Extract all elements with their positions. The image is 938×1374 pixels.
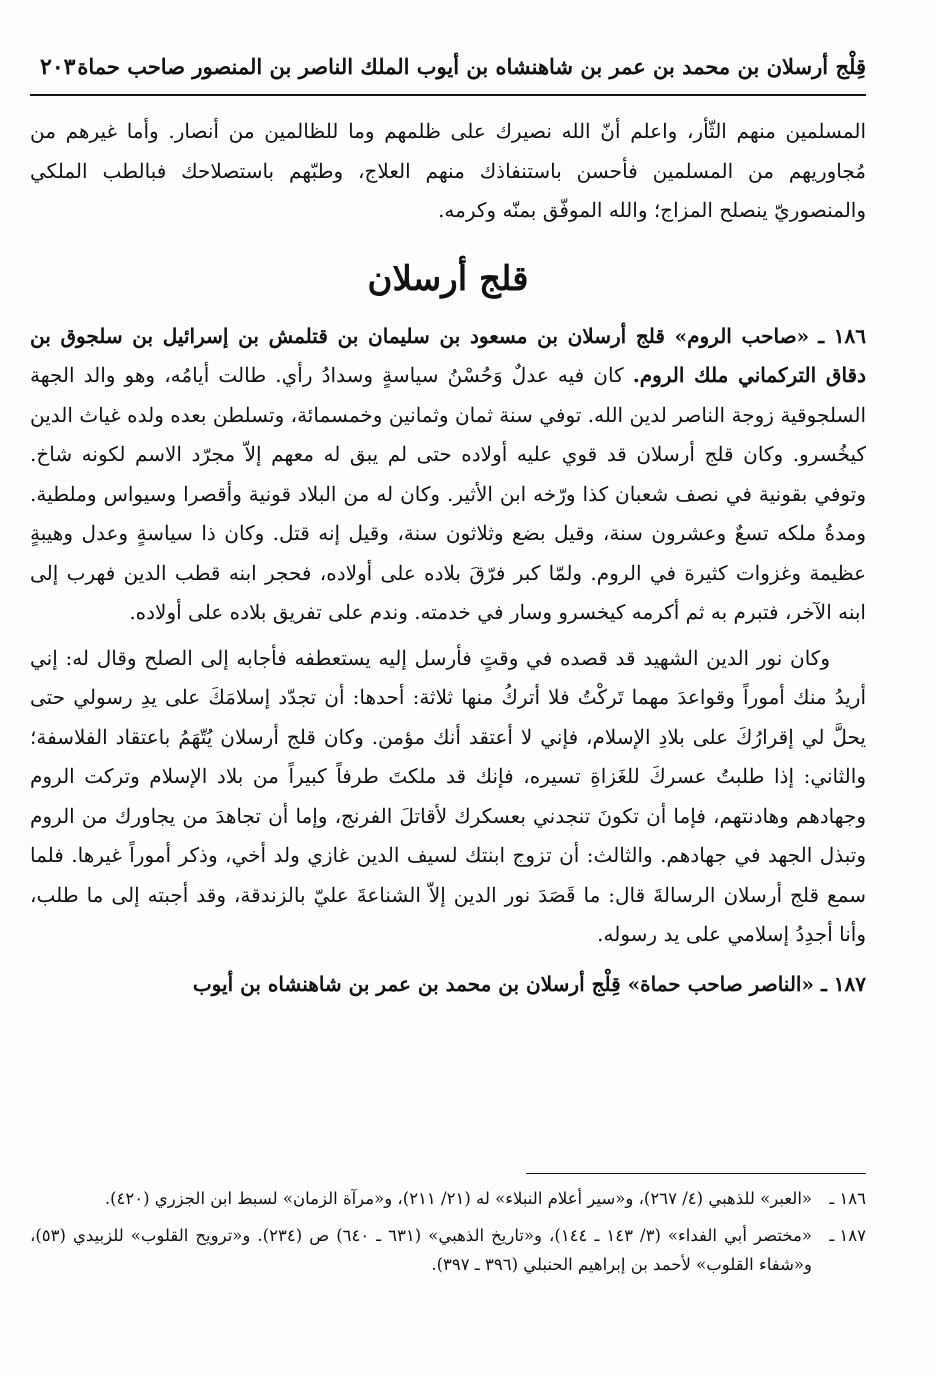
footnote-186 <box>30 1184 866 1213</box>
running-header <box>30 50 866 96</box>
entry-number: ١٨٦ ـ <box>818 323 866 348</box>
footnote-number: ١٨٦ ـ <box>829 1189 866 1208</box>
entry-186-paragraph <box>30 317 866 633</box>
entry-heading: «صاحب الروم» قلج أرسلان بن مسعود بن سليمان بن قتلمش بن إسرائيل بن سلجوق بن دقاق التركماني ملك الروم. <box>30 323 867 387</box>
footnote-187 <box>30 1221 866 1279</box>
entry-heading: «الناصر صاحب حماة» قِلْج أرسلان بن محمد بن عمر بن شاهنشاه بن أيوب <box>192 971 814 996</box>
page-number: ٢٠٣ <box>40 54 76 80</box>
section-heading: قلج أرسلان <box>367 258 529 299</box>
entry-186-second-paragraph: وكان نور الدين الشهيد قد قصده في وقتٍ فأرسل إليه يستعطفه فأجابه إلى الصلح وقال له: إني أريدُ منك أموراً وقواعدَ مهما تَركْتُ فلا أتركُ منها ثلاثة: أحدها: أن تجدّد إسلامَكَ على يدِ رسولي حتى يحلَّ لي إقرارُكَ على بلادِ الإسلام، فإني لا أعتقد أنك مؤمن. وكان قلج أرسلان يُتّهَمُ باعتقاد الفلاسفة؛ والثاني: إذا طلبتُ عسركَ للغَزاةِ تسيره، فإنك قد ملكتَ طرفاً كبيراً من بلاد الإسلام وتركت الروم وجهادهم وهادنتهم، فإما أن تكونَ تنجدني بعسكرك لأقاتلَ الفرنج، وإما أن تجاهدَ من يجاورك من الروم وتبذل الجهد في جهادهم. والثالث: أن تزوج ابنتك لسيف الدين غازي ولد أخي، وذكر أموراً غيرها. فلما سمع قلج أرسلان الرسالةَ قال: ما قَصَدَ نور الدين إلاّ الشناعةَ عليّ بالزندقة، وقد أجبته إلى ما طلب، وأنا أجدِدُ إسلامي على يد رسوله. <box>30 645 866 946</box>
footnote-separator <box>526 1173 866 1174</box>
running-title: قِلْج أرسلان بن محمد بن عمر بن شاهنشاه بن أيوب الملك الناصر بن المنصور صاحب حماة <box>77 54 866 79</box>
footnote-text: «مختصر أبي الفداء» (٣/ ١٤٣ ـ ١٤٤)، و«تاريخ الذهبي» (٦٣١ ـ ٦٤٠) ص (٢٣٤). و«ترويح القلوب» للزبيدي (٥٣)، و«شفاء القلوب» لأحمد بن إبراهيم الحنبلي (٣٩٦ ـ ٣٩٧). <box>30 1226 812 1274</box>
footnote-number: ١٨٧ ـ <box>829 1226 866 1245</box>
footnote-text: «العبر» للذهبي (٤/ ٢٦٧)، و«سير أعلام النبلاء» له (٢١/ ٢١١)، و«مرآة الزمان» لسبط ابن الجزري (٤٢٠). <box>104 1189 812 1208</box>
entry-187-paragraph <box>30 965 866 1005</box>
footnotes <box>30 1184 866 1287</box>
entry-number: ١٨٧ ـ <box>820 971 866 996</box>
entry-text: كان فيه عدلٌ وَحُسْنُ سياسةٍ وسدادُ رأي. طالت أيامُه، وهو والد الجهة السلجوقية زوجة الناصر لدين الله. توفي سنة ثمان وثمانين وخمسمائة، وتسلطن بعده ولده غياث الدين كيخُسرو. وكان قلج أرسلان قد قوي عليه أولاده حتى لم يبق له معهم إلاّ مجرّد الاسم لكونه شاخ. وتوفي بقونية في نصف شعبان كذا ورّخه ابن الأثير. وكان له من البلاد قونية وأقصرا وسيواس وملطية. ومدةُ ملكه تسعٌ وعشرون سنة، وقيل بضع وثلاثون سنة، وقيل إنه قتل. وكان ذا سياسةٍ وعدل وهيبةٍ عظيمة وغزوات كثيرة في الروم. ولمّا كبر فرّقَ بلاده على أولاده، فحجر ابنه قطب الدين فهرب إلى ابنه الآخر، فتبرم به ثم أكرمه كيخسرو وسار في خدمته. وندم على تفريق بلاده على أولاده. <box>30 363 866 624</box>
main-text <box>30 112 866 1004</box>
intro-paragraph: المسلمين منهم الثّأر، واعلم أنّ الله نصيرك على ظلمهم وما للظالمين من أنصار. وأما غيرهم من مُجاوريهم من المسلمين فأحسن باستنفاذك منهم العلاج، وطبّهم باستصلاحك فبالطب الملكي والمنصوريّ ينصلح المزاج؛ والله الموفّق بمنّه وكرمه. <box>30 119 866 222</box>
